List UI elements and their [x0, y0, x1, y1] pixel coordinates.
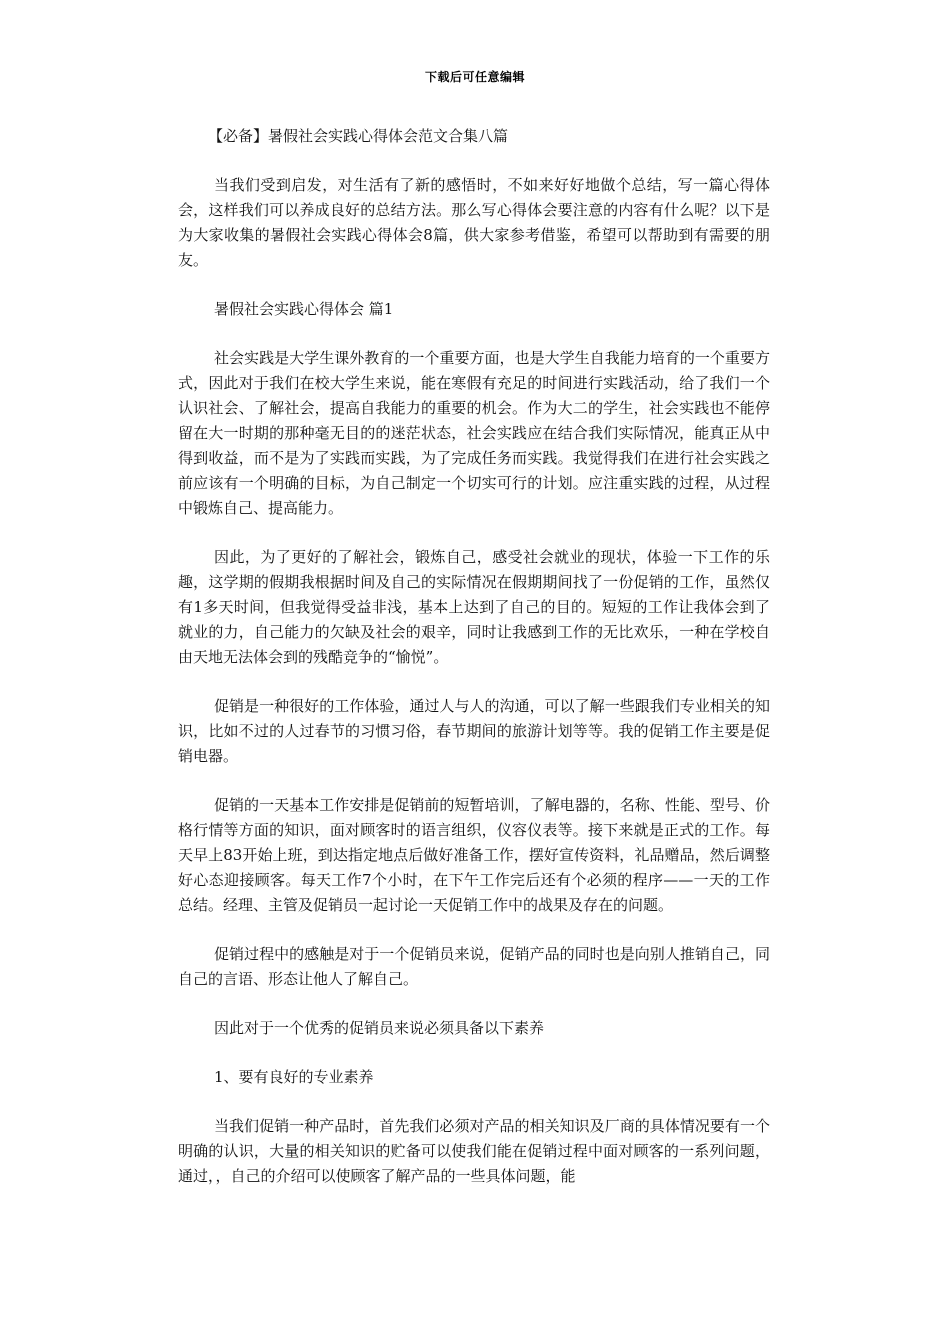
- body-paragraph: 社会实践是大学生课外教育的一个重要方面，也是大学生自我能力培育的一个重要方式，因此对于我们在校大学生来说，能在寒假有充足的时间进行实践活动，给了我们一个认识社会、了解社会，提高自我能力的重要的机会。作为大二的学生，社会实践也不能停留在大一时期的那种毫无目的的迷茫状态，社会实践应在结合我们实际情况，能真正从中得到收益，而不是为了实践而实践，为了完成任务而实践。我觉得我们在进行社会实践之前应该有一个明确的目标，为自己制定一个切实可行的计划。应注重实践的过程，从过程中锻炼自己、提高能力。: [178, 349, 770, 517]
- body-paragraph: 当我们促销一种产品时，首先我们必须对产品的相关知识及厂商的具体情况要有一个明确的认识，大量的相关知识的贮备可以使我们能在促销过程中面对顾客的一系列问题，通过，，自己的介绍可以使顾客了解产品的一些具体问题，能: [178, 1117, 770, 1185]
- section-heading: 暑假社会实践心得体会 篇1: [214, 300, 394, 318]
- body-paragraph: 促销的一天基本工作安排是促销前的短暂培训，了解电器的，名称、性能、型号、价格行情等方面的知识，面对顾客时的语言组织，仪容仪表等。接下来就是正式的工作。每天早上83开始上班，到达指定地点后做好准备工作，摆好宣传资料，礼品赠品，然后调整好心态迎接顾客。每天工作7个小时，在下午工作完后还有个必须的程序——一天的工作总结。经理、主管及促销员一起讨论一天促销工作中的战果及存在的问题。: [178, 796, 770, 914]
- document-title: 【必备】暑假社会实践心得体会范文合集八篇: [208, 127, 509, 145]
- body-paragraph: 因此对于一个优秀的促销员来说必须具备以下素养: [214, 1019, 545, 1037]
- body-paragraph: 促销过程中的感触是对于一个促销员来说，促销产品的同时也是向别人推销自己，同自己的言语、形态让他人了解自己。: [178, 945, 770, 988]
- page-header-note: 下载后可任意编辑: [424, 70, 525, 84]
- body-paragraph: 促销是一种很好的工作体验，通过人与人的沟通，可以了解一些跟我们专业相关的知识，比如不过的人过春节的习惯习俗，春节期间的旅游计划等等。我的促销工作主要是促销电器。: [178, 697, 770, 765]
- body-paragraph: 因此，为了更好的了解社会，锻炼自己，感受社会就业的现状，体验一下工作的乐趣，这学期的假期我根据时间及自己的实际情况在假期期间找了一份促销的工作，虽然仅有1多天时间，但我觉得受益非浅，基本上达到了自己的目的。短短的工作让我体会到了就业的力，自己能力的欠缺及社会的艰辛，同时让我感到工作的无比欢乐，一种在学校自由天地无法体会到的残酷竞争的“愉悦”。: [178, 548, 770, 666]
- list-heading: 1、要有良好的专业素养: [214, 1068, 374, 1086]
- intro-paragraph: 当我们受到启发，对生活有了新的感悟时，不如来好好地做个总结，写一篇心得体会，这样我们可以养成良好的总结方法。那么写心得体会要注意的内容有什么呢？以下是为大家收集的暑假社会实践心得体会8篇，供大家参考借鉴，希望可以帮助到有需要的朋友。: [178, 176, 770, 269]
- document-body: [178, 124, 770, 1213]
